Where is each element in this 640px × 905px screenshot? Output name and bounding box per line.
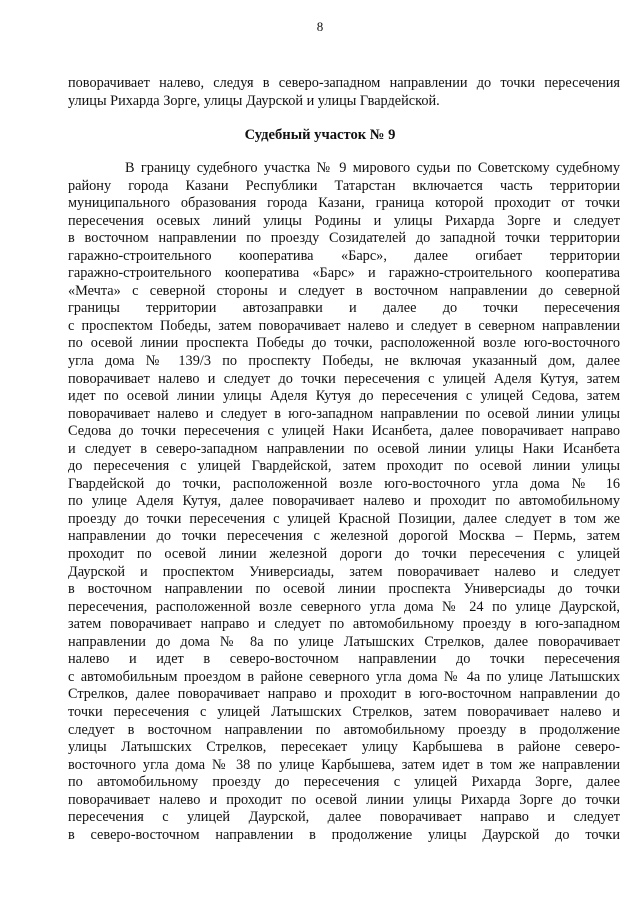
section-heading: Судебный участок № 9 [244, 127, 396, 143]
text-line: проезду до точки пересечения с улицей Красной Позиции, далее следует в том же [68, 510, 620, 527]
top-paragraph [68, 75, 620, 110]
text-line: Даурской и проспектом Универсиады, затем поворачивает налево и следует [68, 563, 620, 580]
text-line: направлении до дома № 8а по улице Латышских Стрелков, далее поворачивает [68, 633, 620, 650]
text-line: в восточном направлении по осевой линии проспекта Универсиады до точки [68, 581, 620, 598]
text-line: пересечения с улицей Даурской, далее поворачивает направо и следует [68, 809, 620, 826]
page-number: 8 [316, 19, 324, 34]
text-line: точки пересечения с улицей Латышских Стрелков, затем поворачивает налево и [68, 703, 620, 720]
text-line: гаражно-строительного кооператива «Барс» и гаражно-строительного кооператива [68, 265, 620, 282]
text-line: В границу судебного участка № 9 мирового судьи по Советскому судебному [68, 160, 620, 176]
text-line: муниципального образования города Казани, граница которой проходит от точки [68, 195, 620, 212]
text-line: Стрелков, далее поворачивает направо и проходит в юго-восточном направлении до [68, 686, 620, 703]
text-line: следует в восточном направлении по автомобильному проезду в продолжение [68, 721, 620, 738]
text-line: по автомобильному проезду до пересечения с улицей Рихарда Зорге, далее [68, 774, 620, 791]
text-line: до пересечения с улицей Гвардейской, затем проходит по осевой линии улицы [68, 458, 620, 475]
text-line: гаражно-строительного кооператива «Барс», далее огибает территории [68, 247, 620, 264]
text-line: Седова до точки пересечения с улицей Наки Исанбета, далее поворачивает направо [68, 423, 620, 440]
text-line: границы территории автозаправки и далее до точки пересечения [68, 300, 620, 317]
text-line: улицы Латышских Стрелков, пересекает улицу Карбышева в районе северо- [68, 739, 620, 756]
text-line: и следует в северо-западном направлении по осевой линии улицы Наки Исанбета [68, 440, 620, 457]
text-line: проходит по осевой линии железной дороги до точки пересечения с улицей [68, 546, 620, 563]
body-paragraph [68, 160, 620, 844]
text-line: улицы Рихарда Зорге, улицы Даурской и улицы Гвардейской. [68, 92, 440, 109]
text-line: Гвардейской до точки, расположенной возле юго-восточного угла дома № 16 [68, 475, 620, 492]
text-line: идет по осевой линии улицы Аделя Кутуя до пересечения с улицей Седова, затем [68, 388, 620, 405]
text-line: по улице Аделя Кутуя, далее поворачивает налево и проходит по автомобильному [68, 493, 620, 510]
text-line: пересечения осевых линий улицы Родины и улицы Рихарда Зорге и следует [68, 212, 620, 229]
text-line: в северо-восточном направлении в продолжение улицы Даурской до точки [68, 826, 620, 843]
text-line: направлении до точки пересечения с железной дорогой Москва – Пермь, затем [68, 528, 620, 545]
text-line: восточного угла дома № 38 по улице Карбышева, затем идет в том же направлении [68, 756, 620, 773]
text-line: поворачивает налево и следует в юго-западном направлении по осевой линии улицы [68, 405, 620, 422]
text-line: налево и идет в северо-восточном направлении до точки пересечения [68, 651, 620, 668]
text-line: по осевой линии проспекта Победы до точки, расположенной возле юго-восточного [68, 335, 620, 352]
text-line: угла дома № 139/3 по проспекту Победы, не включая указанный дом, далее [68, 353, 620, 370]
text-line: с автомобильным проездом в районе северного угла дома № 4а по улице Латышских [68, 668, 620, 685]
text-line: району города Казани Республики Татарстан включается часть территории [68, 177, 620, 194]
text-line: поворачивает налево и проходит по осевой линии улицы Рихарда Зорге до точки [68, 791, 620, 808]
text-line: пересечения, расположенной возле северного угла дома № 24 по улице Даурской, [68, 598, 620, 615]
text-line: с проспектом Победы, затем поворачивает налево и следует в северном направлении [68, 317, 620, 334]
text-line: в восточном направлении по проезду Созидателей до западной точки территории [68, 230, 620, 247]
text-line: «Мечта» с северной стороны и следует в восточном направлении до северной [68, 282, 620, 299]
text-line: затем поворачивает направо и следует по автомобильному проезду в юго-западном [68, 616, 620, 633]
text-line: поворачивает налево и следует до точки пересечения с улицей Аделя Кутуя, затем [68, 370, 620, 387]
text-line: поворачивает налево, следуя в северо-западном направлении до точки пересечения [68, 75, 620, 91]
